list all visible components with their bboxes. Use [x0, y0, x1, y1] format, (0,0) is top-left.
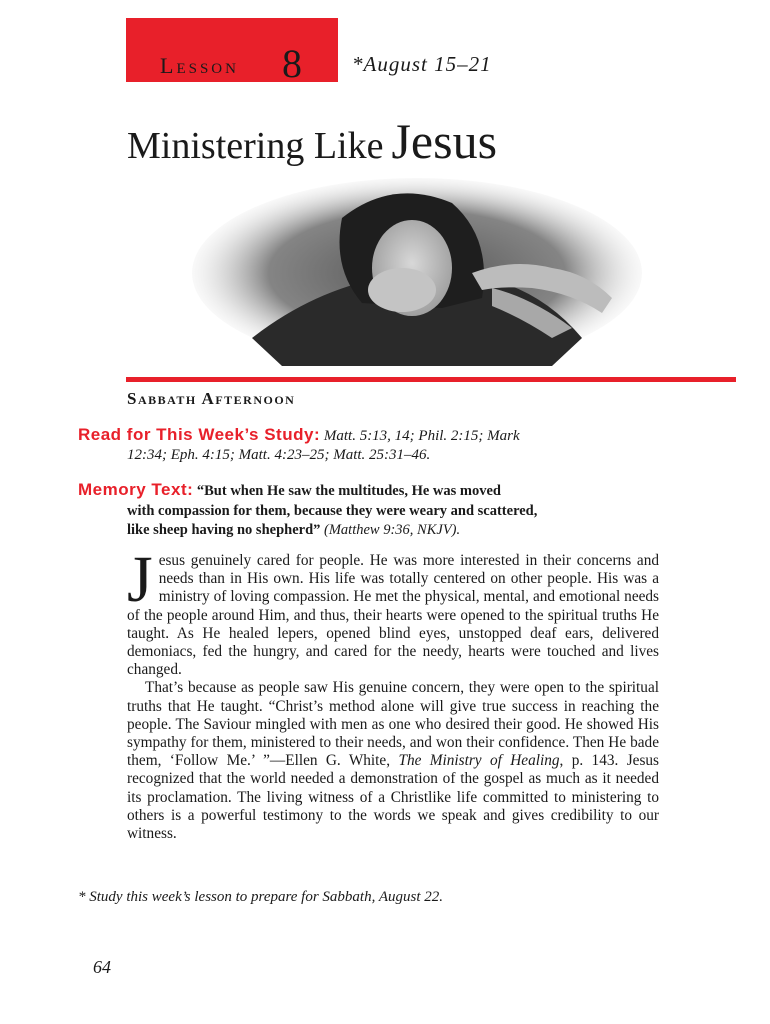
memory-label: Memory Text:: [78, 480, 194, 499]
lesson-body: [127, 543, 659, 843]
paragraph-2: [127, 679, 659, 843]
title-part-1: Ministering Like: [127, 125, 384, 167]
section-rule: [126, 377, 736, 382]
title-part-2: Jesus: [391, 113, 498, 169]
read-refs-line1: Matt. 5:13, 14; Phil. 2:15; Mark: [323, 428, 520, 444]
read-for-study: [78, 425, 678, 465]
memory-citation: (Matthew 9:36, NKJV).: [324, 522, 461, 538]
lesson-date: *August 15–21: [352, 52, 492, 76]
paragraph-2-text-a: That’s because as people saw His genuine concern, they were open to the spiritual truths that He taught. “Christ’s method alone will give true success in reaching the people. The Saviour mingled with men as one who desired their good. He showed His sympathy for them, ministered to their needs, and won their confidence. Then He bade them, ‘Follow Me.’ ”—Ellen G. White,: [127, 679, 659, 770]
lesson-photo: [192, 178, 642, 366]
paragraph-2-text-b: , p. 143. Jesus recognized that the world needed a demonstration of the gospel as much as it needed its proclamation. The living witness of a Christlike life committed to ministering to others is a powerful testimony to the words we speak and gives credibility to our witness.: [127, 752, 659, 843]
paragraph-1: [127, 543, 659, 679]
page-number: 64: [93, 957, 111, 977]
memory-text: [78, 480, 678, 541]
memory-line2: with compassion for them, because they were weary and scattered,: [127, 502, 538, 519]
drop-cap: J: [127, 543, 153, 616]
lesson-banner: [126, 18, 338, 86]
book-title: The Ministry of Healing: [398, 752, 560, 770]
lesson-number: 8: [282, 41, 302, 86]
page-title: [127, 112, 497, 170]
section-heading: Sabbath Afternoon: [127, 389, 296, 408]
paragraph-1-text: esus genuinely cared for people. He was more interested in their concerns and needs than in His own. His life was totally centered on other people. His was a ministry of loving compassion. He met the physical, mental, and emotional needs of the people around Him, and thus, their hearts were opened to the spiritual truths He taught. As He healed lepers, opened blind eyes, unstopped deaf ears, delivered demoniacs, fed the hungry, and cared for the needy, hearts were touched and lives changed.: [127, 552, 659, 679]
memory-line3: like sheep having no shepherd”: [127, 522, 321, 538]
memory-line1: “But when He saw the multitudes, He was moved: [196, 483, 501, 499]
read-refs-line2: 12:34; Eph. 4:15; Matt. 4:23–25; Matt. 25:31–46.: [127, 447, 431, 463]
lesson-label: Lesson: [160, 53, 239, 78]
read-label: Read for This Week’s Study:: [78, 425, 321, 444]
footnote: * Study this week’s lesson to prepare for Sabbath, August 22.: [78, 889, 443, 905]
